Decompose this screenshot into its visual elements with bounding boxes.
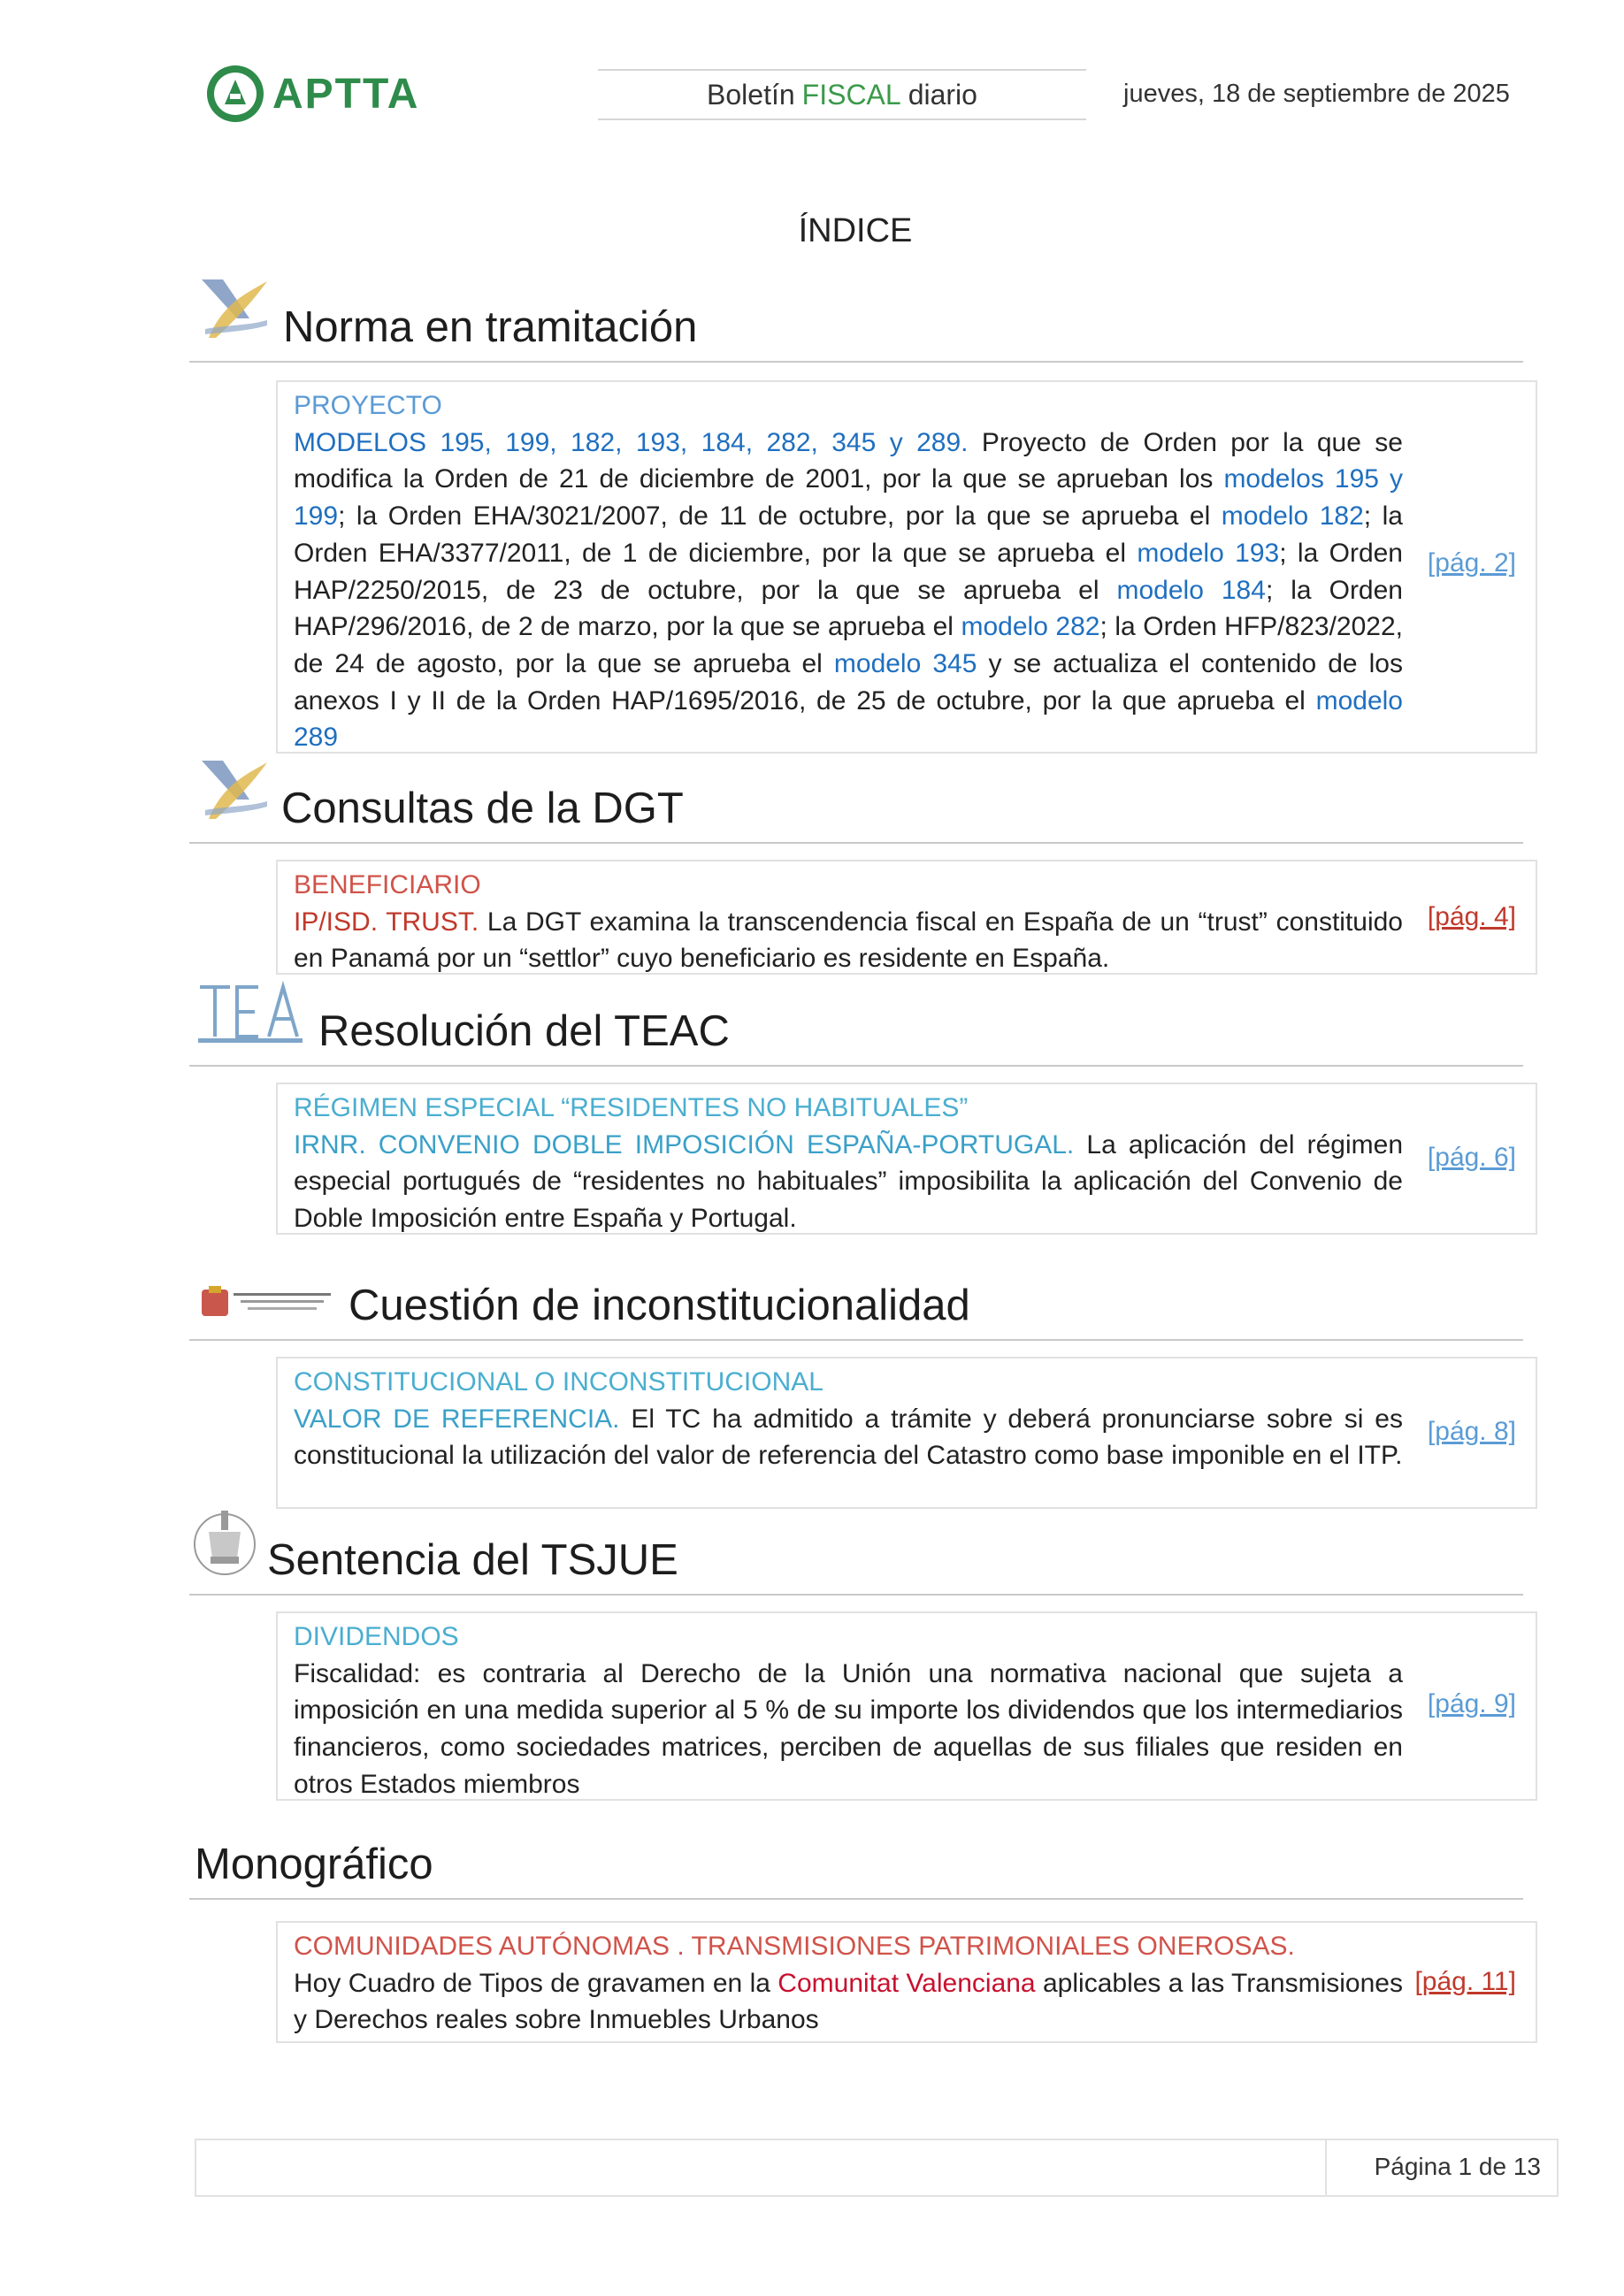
entry-lead: IRNR. CONVENIO DOBLE IMPOSICIÓN ESPAÑA-PORTUGAL. — [294, 1129, 1075, 1159]
bulletin-date: jueves, 18 de septiembre de 2025 — [1123, 80, 1510, 108]
entry-category: PROYECTO — [294, 391, 442, 420]
section-header-cuestion — [189, 1275, 1523, 1341]
aptta-logo-icon — [205, 64, 265, 124]
section-header-teac — [189, 1001, 1523, 1067]
entry-body: ; la Orden HAP/296/2016, de 2 de marzo, por la que se aprueba el — [294, 575, 1403, 642]
entry-category: BENEFICIARIO — [294, 870, 481, 899]
entry-category: DIVIDENDOS — [294, 1622, 459, 1651]
page-number: Página 1 de 13 — [1374, 2153, 1541, 2180]
modelo-link[interactable]: modelo 289 — [294, 685, 1403, 753]
section-header-norma — [189, 297, 1523, 363]
logo-text: APTTA — [272, 70, 420, 118]
bulletin-fiscal: FISCAL — [801, 78, 901, 111]
index-entry-teac — [276, 1083, 1537, 1235]
entry-body: Hoy Cuadro de Tipos de gravamen en la — [294, 1968, 778, 1998]
section-title: Monográfico — [195, 1841, 433, 1888]
entry-highlight: Comunitat Valenciana — [778, 1968, 1036, 1998]
page-link[interactable]: [pág. 11] — [1414, 1967, 1516, 1996]
index-title: ÍNDICE — [798, 212, 913, 249]
section-header-tsjue — [189, 1530, 1523, 1596]
section-title: Norma en tramitación — [283, 303, 698, 351]
entry-body: Proyecto de Orden por la que se modifica la Orden de 21 de diciembre de 2001, por la que se aprueban los — [294, 427, 1403, 494]
entry-body: ; la Orden HFP/823/2022, de 24 de agosto, por la que se aprueba el — [294, 612, 1403, 678]
page-footer — [195, 2139, 1559, 2197]
section-title: Cuestión de inconstitucionalidad — [349, 1282, 970, 1329]
entry-body: y se actualiza el contenido de los anexos I y II de la Orden HAP/1695/2016, de 25 de octubre, por la que aprueba el — [294, 648, 1403, 716]
modelo-link[interactable]: modelo 345 — [833, 648, 977, 678]
entry-text — [294, 1619, 1403, 1803]
aptta-logo — [205, 58, 462, 129]
entry-body: aplicables a las Transmisiones y Derechos reales sobre Inmuebles Urbanos — [294, 1968, 1403, 2035]
page-link[interactable]: [pág. 9] — [1427, 1689, 1516, 1718]
page-link[interactable]: [pág. 8] — [1427, 1417, 1516, 1446]
entry-lead: VALOR DE REFERENCIA. — [294, 1404, 620, 1434]
index-entry-cuestion — [276, 1357, 1537, 1509]
index-entry-tsjue — [276, 1611, 1537, 1801]
entry-text — [294, 867, 1403, 977]
entry-text — [294, 387, 1403, 756]
entry-body: La aplicación del régimen especial portugués de “residentes no habituales” imposibilita la aplicación del Convenio de Doble Imposición entre España y Portugal. — [294, 1129, 1403, 1234]
section-title: Consultas de la DGT — [281, 784, 684, 832]
page-link[interactable]: [pág. 6] — [1427, 1143, 1516, 1172]
entry-lead: MODELOS 195, 199, 182, 193, 184, 282, 345 y 289. — [294, 427, 969, 457]
modelo-link[interactable]: modelos 195 y 199 — [294, 464, 1403, 532]
entry-body: ; la Orden HAP/2250/2015, de 23 de octubre, por la que se aprueba el — [294, 538, 1403, 605]
modelo-link[interactable]: modelo 182 — [1221, 501, 1364, 532]
section-header-dgt — [189, 778, 1523, 844]
bulletin-prefix: Boletín — [707, 78, 795, 111]
entry-text — [294, 1090, 1403, 1237]
section-header-mono — [189, 1834, 1523, 1900]
entry-lead: IP/ISD. TRUST. — [294, 907, 479, 937]
modelo-link[interactable]: modelo 184 — [1116, 575, 1266, 605]
section-title: Resolución del TEAC — [318, 1007, 730, 1055]
bulletin-suffix: diario — [908, 78, 977, 111]
index-entry-norma — [276, 380, 1537, 754]
modelo-link[interactable]: modelo 282 — [961, 612, 1100, 642]
index-entry-mono — [276, 1921, 1537, 2043]
entry-body: ; la Orden EHA/3377/2011, de 1 de diciembre, por la que se aprueba el — [294, 501, 1403, 568]
entry-text — [294, 1928, 1403, 2039]
entry-body: ; la Orden EHA/3021/2007, de 11 de octubre, por la que se aprueba el — [338, 501, 1222, 532]
index-entry-dgt — [276, 860, 1537, 975]
entry-text — [294, 1364, 1403, 1474]
bulletin-title — [598, 69, 1086, 120]
entry-body: Fiscalidad: es contraria al Derecho de la Unión una normativa nacional que sujeta a imposición en una medida superior al 5 % de su importe los dividendos que los intermediarios financieros, como sociedades matrices, perciben de aquellas de sus filiales que residen en otros Estados miembros — [294, 1658, 1403, 1799]
page-link[interactable]: [pág. 2] — [1427, 548, 1516, 578]
footer-divider — [1325, 2140, 1327, 2195]
page-link[interactable]: [pág. 4] — [1427, 902, 1516, 931]
entry-body: La DGT examina la transcendencia fiscal en España de un “trust” constituido en Panamá por un “settlor” cuyo beneficiario es residente en España. — [294, 907, 1403, 974]
modelo-link[interactable]: modelo 193 — [1137, 538, 1280, 568]
entry-category: CONSTITUCIONAL O INCONSTITUCIONAL — [294, 1367, 823, 1397]
section-title: Sentencia del TSJUE — [267, 1536, 678, 1584]
entry-body: El TC ha admitido a trámite y deberá pronunciarse sobre si es constitucional la utilización del valor de referencia del Catastro como base imponible en el ITP. — [294, 1404, 1403, 1471]
entry-category: RÉGIMEN ESPECIAL “RESIDENTES NO HABITUALES” — [294, 1093, 969, 1122]
entry-category: COMUNIDADES AUTÓNOMAS . TRANSMISIONES PATRIMONIALES ONEROSAS. — [294, 1932, 1295, 1961]
